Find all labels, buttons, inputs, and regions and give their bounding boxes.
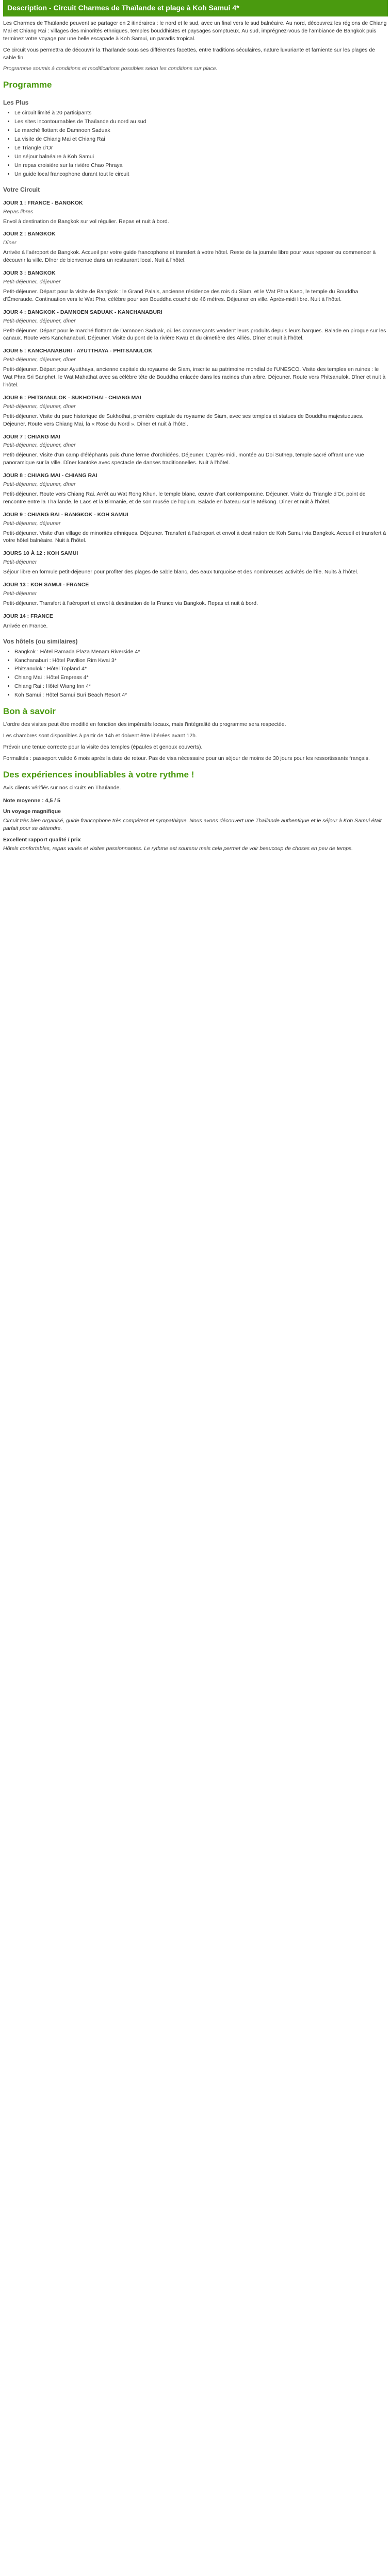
review-text: Hôtels confortables, repas variés et visites passionnantes. Le rythme est soutenu mais cela permet de voir beaucoup de choses en peu de temps.	[3, 845, 353, 852]
day-text: Envol à destination de Bangkok sur vol régulier. Repas et nuit à bord.	[3, 218, 169, 225]
day-block	[3, 269, 388, 303]
hotel-item: • Chiang Mai : Hôtel Empress 4*	[14, 674, 388, 682]
day-meals: Petit-déjeuner	[3, 559, 37, 566]
day-block	[3, 550, 388, 576]
day-block	[3, 199, 388, 226]
plus-item: • Un séjour balnéaire à Koh Samui	[14, 153, 388, 161]
plus-list	[3, 109, 388, 178]
day-title: JOUR 3 : BANGKOK	[3, 270, 56, 277]
good-to-know-paragraph: L'ordre des visites peut être modifié en fonction des impératifs locaux, mais l'intégralité du programme sera respectée.	[3, 721, 286, 728]
good-to-know-paragraph: Prévoir une tenue correcte pour la visite des temples (épaules et genoux couverts).	[3, 744, 203, 751]
day-title: JOUR 13 : KOH SAMUI - FRANCE	[3, 582, 89, 588]
day-title: JOURS 10 À 12 : KOH SAMUI	[3, 550, 78, 557]
day-text: Arrivée à l'aéroport de Bangkok. Accueil par votre guide francophone et transfert à votre hôtel. Reste de la journée libre pour vous reposer ou commencer à découvrir la ville. Dîner de bienvenue dans un restaurant local. Nuit à l'hôtel.	[3, 249, 376, 264]
day-text: Petit-déjeuner. Visite d'un camp d'éléphants puis d'une ferme d'orchidées. Déjeuner. L'après-midi, montée au Doi Suthep, temple sacré offrant une vue panoramique sur la ville. Dîner kantoke avec spectacle de danses traditionnelles. Nuit à l'hôtel.	[3, 452, 364, 466]
good-to-know-paragraph: Les chambres sont disponibles à partir de 14h et doivent être libérées avant 12h.	[3, 733, 197, 739]
review-item	[3, 808, 388, 833]
hotel-item: • Bangkok : Hôtel Ramada Plaza Menam Riverside 4*	[14, 648, 388, 656]
day-meals: Petit-déjeuner, déjeuner	[3, 279, 61, 285]
day-title: JOUR 14 : FRANCE	[3, 613, 53, 619]
plus-item: • Un repas croisière sur la rivière Chao Phraya	[14, 162, 388, 170]
page	[0, 0, 391, 867]
day-title: JOUR 6 : PHITSANULOK - SUKHOTHAI - CHIANG MAI	[3, 394, 141, 401]
plus-item: • La visite de Chiang Mai et Chiang Rai	[14, 135, 388, 143]
reviews-title: Des expériences inoubliables à votre rythme !	[3, 769, 194, 779]
itinerary	[3, 199, 388, 630]
day-block	[3, 433, 388, 467]
day-meals: Petit-déjeuner, déjeuner, dîner	[3, 403, 76, 410]
intro-paragraph-1: Les Charmes de Thaïlande peuvent se partager en 2 itinéraires : le nord et le sud, avec un final vers le sud balnéaire. Au nord, découvrez les régions de Chiang Mai et Chiang Rai : villages des minorités ethniques, temples bouddhistes et paysages somptueux. Au sud, imprégnez-vous de l'ambiance de Bangkok puis terminez votre voyage par une belle escapade à Koh Samui, un paradis tropical.	[3, 20, 387, 42]
day-text: Arrivée en France.	[3, 622, 48, 629]
day-block	[3, 581, 388, 607]
plus-item: • Le marché flottant de Damnoen Saduak	[14, 127, 388, 134]
plus-item: • Un guide local francophone durant tout le circuit	[14, 171, 388, 178]
day-block	[3, 347, 388, 389]
day-title: JOUR 8 : CHIANG MAI - CHIANG RAI	[3, 472, 97, 479]
review-text: Circuit très bien organisé, guide francophone très compétent et sympathique. Nous avons découvert une Thaïlande authentique et le séjour à Koh Samui était parfait pour se détendre.	[3, 817, 382, 832]
day-text: Petit-déjeuner. Visite du parc historique de Sukhothai, première capitale du royaume de Siam, avec ses temples et statues de Bouddha majestueuses. Déjeuner. Route vers Chiang Mai, la « Rose du Nord ». Dîner et nuit à l'hôtel.	[3, 413, 364, 427]
intro-paragraph-2: Ce circuit vous permettra de découvrir la Thaïlande sous ses différentes facettes, entre traditions séculaires, nature luxuriante et farniente sur les plages de sable fin.	[3, 46, 375, 61]
hotel-item: • Kanchanaburi : Hôtel Pavilion Rim Kwai 3*	[14, 657, 388, 665]
day-title: JOUR 2 : BANGKOK	[3, 231, 56, 238]
review-title: Excellent rapport qualité / prix	[3, 836, 81, 843]
day-text: Petit-déjeuner. Départ pour la visite de Bangkok : le Grand Palais, ancienne résidence des rois du Siam, et le Wat Phra Kaeo, le temple du Bouddha d'Émeraude. Continuation vers le Wat Pho, célèbre pour son Bouddha couché de 46 mètres. Déjeuner en ville. Après-midi libre. Nuit à l'hôtel.	[3, 288, 359, 302]
day-block	[3, 309, 388, 343]
day-meals: Petit-déjeuner	[3, 590, 37, 597]
day-meals: Petit-déjeuner, déjeuner	[3, 520, 61, 527]
day-title: JOUR 7 : CHIANG MAI	[3, 433, 60, 440]
day-text: Petit-déjeuner. Visite d'un village de minorités ethniques. Déjeuner. Transfert à l'aéroport et envol à destination de Koh Samui via Bangkok. Accueil et transfert à votre hôtel balnéaire. Nuit à l'hôtel.	[3, 530, 386, 544]
review-title: Un voyage magnifique	[3, 808, 61, 815]
day-block	[3, 230, 388, 264]
good-to-know-paragraph: Formalités : passeport valide 6 mois après la date de retour. Pas de visa nécessaire pour un séjour de moins de 30 jours pour les ressortissants français.	[3, 755, 370, 761]
day-text: Petit-déjeuner. Départ pour le marché flottant de Damnoen Saduak, où les commerçants vendent leurs produits depuis leurs barques. Balade en pirogue sur les canaux. Route vers Kanchanaburi. Déjeuner. Visite du pont de la rivière Kwaï et du cimetière des Alliés. Dîner et nuit à l'hôtel.	[3, 327, 386, 342]
plus-item: • Le circuit limité à 20 participants	[14, 109, 388, 117]
good-to-know-title: Bon à savoir	[3, 706, 56, 717]
day-block	[3, 613, 388, 630]
day-text: Séjour libre en formule petit-déjeuner pour profiter des plages de sable blanc, des eaux turquoise et des nombreuses activités de l'île. Nuits à l'hôtel.	[3, 569, 359, 575]
day-title: JOUR 9 : CHIANG RAI - BANGKOK - KOH SAMUI	[3, 511, 128, 518]
day-title: JOUR 5 : KANCHANABURI - AYUTTHAYA - PHITSANULOK	[3, 348, 153, 354]
plus-item: • Les sites incontournables de Thaïlande du nord au sud	[14, 118, 388, 126]
day-meals: Repas libres	[3, 208, 34, 215]
plus-title: Les Plus	[3, 99, 29, 107]
day-meals: Dîner	[3, 240, 17, 246]
day-title: JOUR 1 : FRANCE - BANGKOK	[3, 199, 83, 206]
rating-title: Note moyenne : 4,5 / 5	[3, 797, 60, 804]
hotels-title: Vos hôtels (ou similaires)	[3, 637, 78, 645]
day-text: Petit-déjeuner. Transfert à l'aéroport et envol à destination de la France via Bangkok. Repas et nuit à bord.	[3, 600, 258, 606]
day-text: Petit-déjeuner. Route vers Chiang Rai. Arrêt au Wat Rong Khun, le temple blanc, œuvre d'art contemporaine. Déjeuner. Visite du Triangle d'Or, point de rencontre entre la Thaïlande, le Laos et la Birmanie, et de son musée de l'opium. Balade en bateau sur le Mékong. Dîner et nuit à l'hôtel.	[3, 490, 366, 505]
day-block	[3, 511, 388, 545]
day-title: JOUR 4 : BANGKOK - DAMNOEN SADUAK - KANCHANABURI	[3, 309, 162, 315]
plus-item: • Le Triangle d'Or	[14, 144, 388, 152]
hotels-list	[3, 648, 388, 699]
day-meals: Petit-déjeuner, déjeuner, dîner	[3, 481, 76, 488]
review-item	[3, 836, 388, 853]
day-text: Petit-déjeuner. Départ pour Ayutthaya, ancienne capitale du royaume de Siam, inscrite au patrimoine mondial de l'UNESCO. Visite des temples en ruines : le Wat Phra Sri Sanphet, le Wat Mahathat avec sa célèbre tête de Bouddha enlacée dans les racines d'un arbre. Déjeuner. Route vers Phitsanulok. Dîner et nuit à l'hôtel.	[3, 366, 386, 388]
day-block	[3, 394, 388, 428]
page-banner: Description - Circuit Charmes de Thaïlande et plage à Koh Samui 4*	[3, 0, 388, 16]
hotel-item: • Chiang Rai : Hôtel Wiang Inn 4*	[14, 683, 388, 690]
hotel-item: • Koh Samui : Hôtel Samui Buri Beach Resort 4*	[14, 691, 388, 699]
day-meals: Petit-déjeuner, déjeuner, dîner	[3, 317, 76, 324]
intro-paragraph-3: Programme soumis à conditions et modifications possibles selon les conditions sur place.	[3, 65, 218, 72]
reviews-intro: Avis clients vérifiés sur nos circuits en Thaïlande.	[3, 784, 121, 791]
itinerary-title: Votre Circuit	[3, 185, 40, 193]
day-meals: Petit-déjeuner, déjeuner, dîner	[3, 442, 76, 449]
hotel-item: • Phitsanulok : Hôtel Topland 4*	[14, 665, 388, 673]
day-meals: Petit-déjeuner, déjeuner, dîner	[3, 357, 76, 363]
program-title: Programme	[3, 80, 52, 90]
day-block	[3, 472, 388, 506]
